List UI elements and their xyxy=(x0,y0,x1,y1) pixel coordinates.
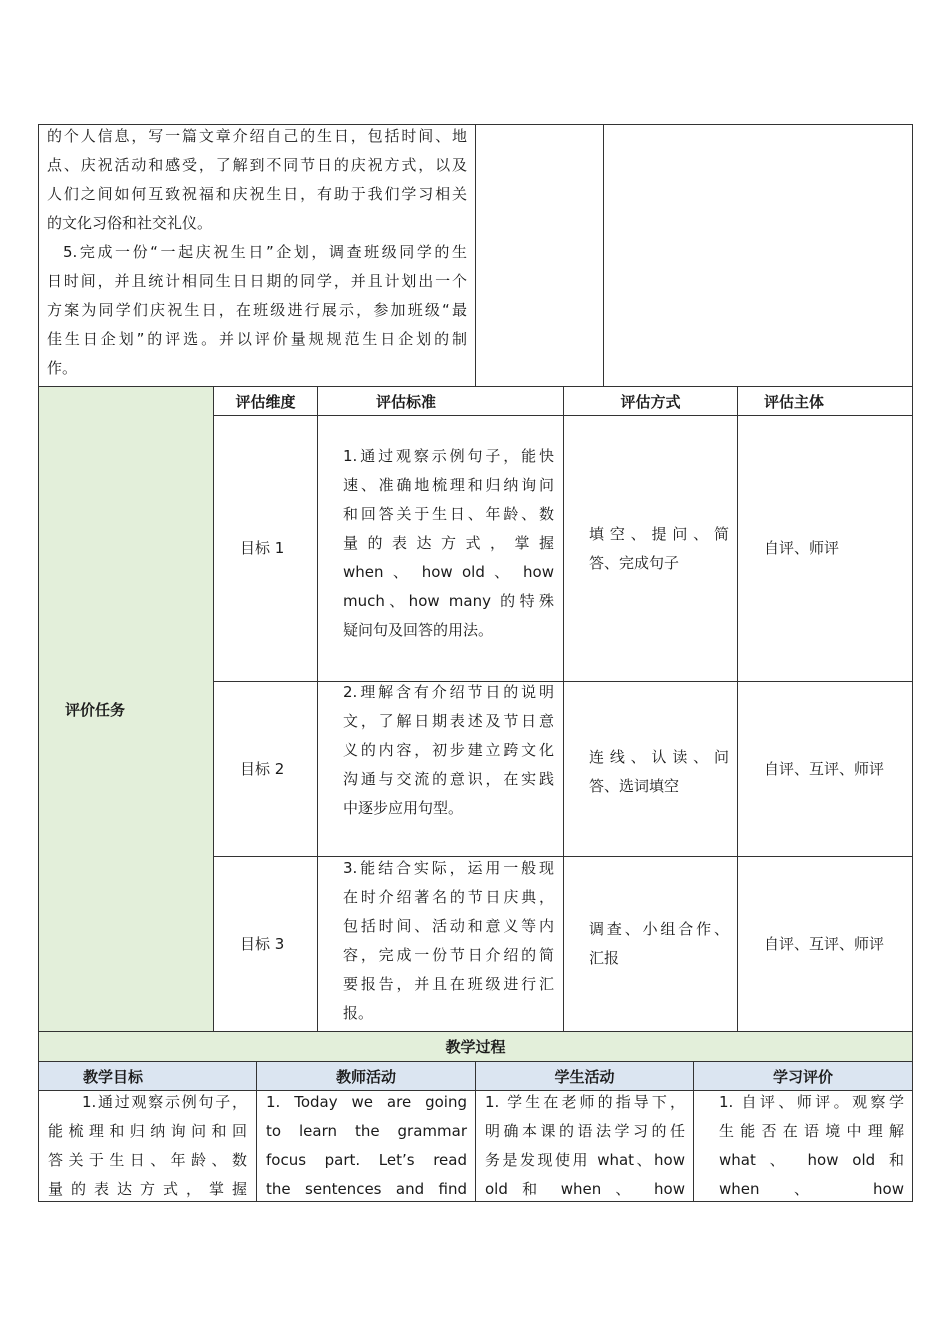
eval-header-standard: 评估标准 xyxy=(317,386,564,416)
process-cell-teacher: 1. Today we are going to learn the grammar focus part. Let’s read the sentences and find xyxy=(256,1090,476,1202)
process-cell-evaluation: 1. 自评、师评。观察学 生能否在语境中理解 what 、 how old 和 when 、 how xyxy=(693,1090,913,1202)
eval-row-1-subject: 自评、师评 xyxy=(737,415,913,682)
eval-header-method: 评估方式 xyxy=(563,386,738,416)
process-cell-student: 1. 学生在老师的指导下， 明确本课的语法学习的任 务是发现使用 what、how old 和 when 、 how xyxy=(475,1090,694,1202)
eval-row-1-goal: 目标 1 xyxy=(213,415,318,682)
process-header-goal: 教学目标 xyxy=(38,1061,257,1091)
process-title-bar xyxy=(38,1031,913,1062)
process-header-evaluation: 学习评价 xyxy=(693,1061,913,1091)
process-title: 教学过程 xyxy=(445,1038,506,1056)
eval-row-3-subject: 自评、互评、师评 xyxy=(737,856,913,1032)
process-cell-goal: 1.通过观察示例句子， 能梳理和归纳询问和回 答关于生日、年龄、数 量的表达方式，掌握 xyxy=(38,1090,257,1202)
eval-row-3-goal: 目标 3 xyxy=(213,856,318,1032)
eval-row-2-goal: 目标 2 xyxy=(213,681,318,857)
eval-section-label-cell xyxy=(38,386,214,1032)
eval-row-3-method: 调查、小组合作、 汇报 xyxy=(563,856,738,1032)
eval-section-label: 评价任务 xyxy=(65,700,126,719)
eval-header-dimension: 评估维度 xyxy=(213,386,318,416)
top-divider-2 xyxy=(603,124,604,387)
eval-row-1-standard: 1.通过观察示例句子，能快 速、准确地梳理和归纳询问 和回答关于生日、年龄、数 量的表达方式，掌握 when 、 how old 、 how much、how many 的特殊 疑问句及回答的用法。 xyxy=(317,415,564,682)
eval-header-subject: 评估主体 xyxy=(737,386,913,416)
eval-row-2-subject: 自评、互评、师评 xyxy=(737,681,913,857)
process-header-teacher: 教师活动 xyxy=(256,1061,476,1091)
eval-row-2-method: 连线、认读、问 答、选词填空 xyxy=(563,681,738,857)
eval-row-2-standard: 2.理解含有介绍节日的说明 文，了解日期表述及节日意 义的内容，初步建立跨文化 沟通与交流的意识，在实践 中逐步应用句型。 xyxy=(317,681,564,857)
eval-row-3-standard: 3.能结合实际，运用一般现 在时介绍著名的节日庆典， 包括时间、活动和意义等内 容，完成一份节日介绍的简 要报告，并且在班级进行汇 报。 xyxy=(317,856,564,1032)
top-paragraph-4: 的个人信息，写一篇文章介绍自己的生日，包括时间、地 点、庆祝活动和感受，了解到不同节日的庆祝方式，以及 人们之间如何互致祝福和庆祝生日，有助于我们学习相关 的文化习俗和社交礼仪。 xyxy=(47,127,467,232)
top-divider-1 xyxy=(475,124,476,387)
top-paragraph-5: 5.完成一份“一起庆祝生日”企划，调查班级同学的生 日时间，并且统计相同生日日期的同学，并且计划出一个 方案为同学们庆祝生日，在班级进行展示，参加班级“最 佳生日企划”的评选。并以评价量规规范生日企划的制 作。 xyxy=(47,243,467,377)
process-header-student: 学生活动 xyxy=(475,1061,694,1091)
eval-row-1-method: 填空、提问、简 答、完成句子 xyxy=(563,415,738,682)
